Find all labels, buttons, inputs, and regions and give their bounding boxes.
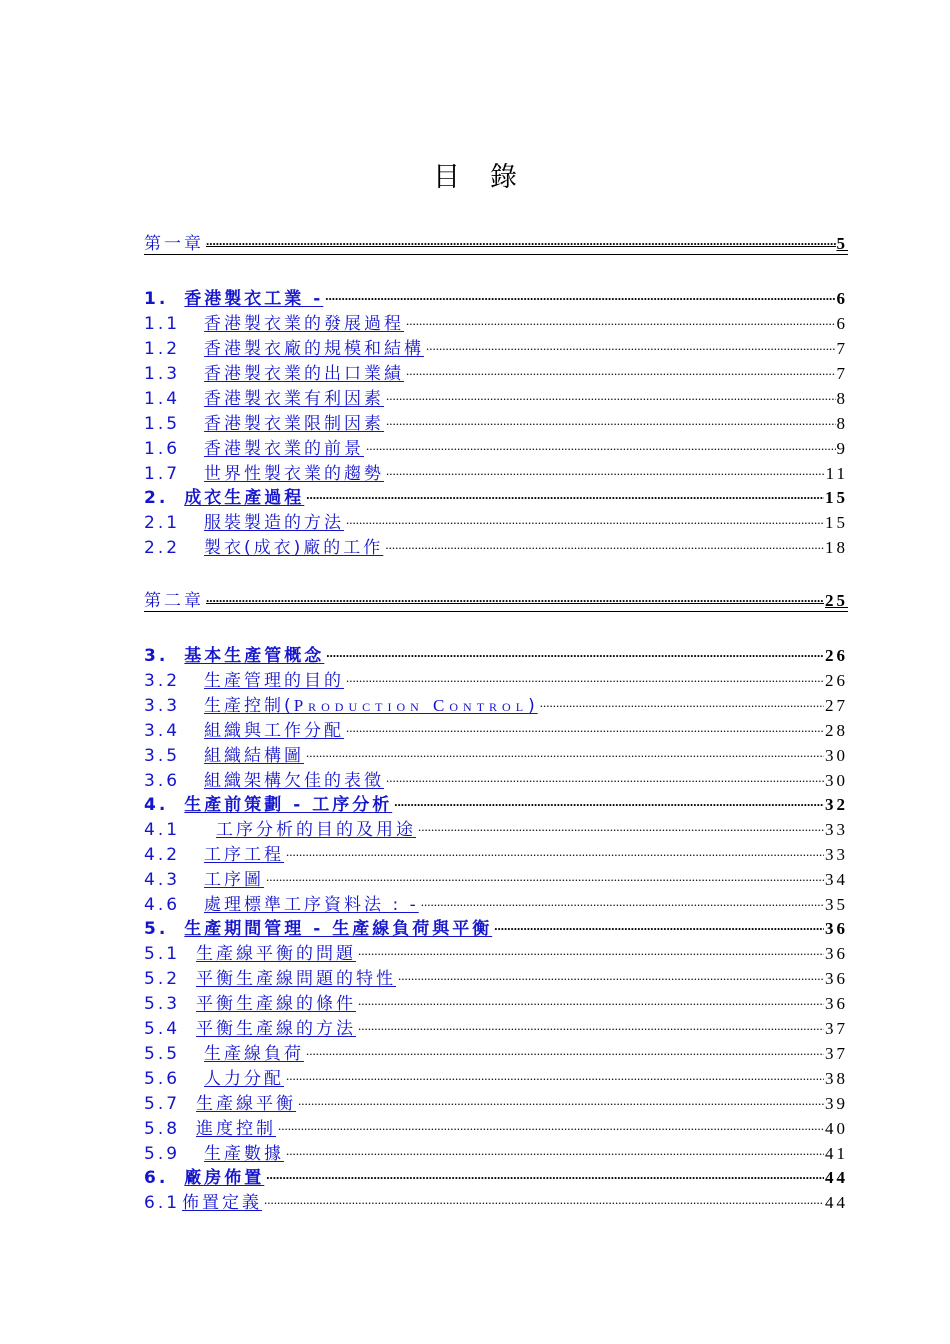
toc-entry-number: 1.7 — [144, 464, 181, 484]
toc-section-link[interactable] — [144, 486, 848, 508]
toc-dot-leader — [264, 1190, 824, 1210]
toc-entry-title — [144, 795, 392, 815]
toc-entry-title — [144, 513, 344, 533]
toc-entry-number: 5.2 — [144, 969, 181, 989]
toc-section-link[interactable] — [144, 287, 848, 309]
toc-page-number: 18 — [825, 538, 848, 557]
toc-entry-label: 香港製衣業的發展過程 — [204, 314, 405, 334]
toc-page-number: 6 — [836, 314, 848, 333]
toc-entry-label: 工序分析的目的及用途 — [216, 820, 417, 840]
toc-page-number: 9 — [836, 439, 848, 458]
toc-entry-number: 1.1 — [144, 314, 181, 334]
toc-entry-title — [144, 439, 364, 459]
toc-entry-label: 成衣生產過程 — [184, 488, 305, 508]
toc-dot-leader — [286, 1066, 824, 1086]
toc-dot-leader — [306, 485, 824, 505]
toc-entry-label: 香港製衣業限制因素 — [204, 414, 385, 434]
toc-page-number: 15 — [825, 488, 848, 507]
toc-page-number: 8 — [836, 414, 848, 433]
toc-subsection-link[interactable] — [144, 769, 848, 791]
toc-subsection-link[interactable] — [144, 462, 848, 484]
toc-page-number: 33 — [825, 845, 848, 864]
toc-entry-number: 4.1 — [144, 820, 181, 840]
toc-entry-title — [144, 314, 404, 334]
toc-entry-label: 香港製衣業有利因素 — [204, 389, 385, 409]
toc-dot-leader — [306, 743, 824, 763]
toc-entry-title — [144, 646, 324, 666]
toc-dot-leader — [206, 588, 824, 608]
toc-dot-leader — [286, 1141, 824, 1161]
toc-entry-label: 香港製衣工業 - — [184, 289, 324, 309]
toc-page-number: 37 — [825, 1044, 848, 1063]
toc-subsection-link[interactable] — [144, 437, 848, 459]
toc-page-number: 36 — [825, 969, 848, 988]
toc-page-number: 7 — [836, 339, 848, 358]
toc-entry-title — [144, 994, 356, 1014]
toc-page-number: 38 — [825, 1069, 848, 1088]
toc-entry-label: 製衣(成衣)廠的工作 — [204, 538, 384, 558]
toc-page-number: 28 — [825, 721, 848, 740]
toc-entry-number: 5.7 — [144, 1094, 181, 1114]
toc-dot-leader — [346, 668, 824, 688]
toc-page-number: 8 — [836, 389, 848, 408]
toc-entry-number: 3.3 — [144, 696, 181, 716]
toc-page-number: 11 — [825, 464, 848, 483]
toc-entry-label: 組織結構圖 — [204, 746, 305, 766]
toc-page-number: 27 — [825, 696, 848, 715]
toc-entry-title — [144, 820, 416, 840]
toc-dot-leader — [346, 718, 824, 738]
toc-subsection-link[interactable] — [144, 387, 848, 409]
toc-dot-leader — [325, 286, 835, 306]
toc-entry-number: 第一章 — [144, 234, 204, 254]
toc-entry-label: 平衡生產線問題的特性 — [196, 969, 397, 989]
toc-entry-title — [144, 464, 384, 484]
toc-entry-label: 生產前策劃 - 工序分析 — [184, 795, 393, 815]
toc-entry-number: 4.3 — [144, 870, 181, 890]
toc-page-number: 6 — [836, 289, 848, 308]
toc-dot-leader — [286, 842, 824, 862]
toc-dot-leader — [358, 1016, 824, 1036]
toc-page-number: 37 — [825, 1019, 848, 1038]
toc-subsection-link[interactable] — [144, 536, 848, 558]
toc-entry-title — [144, 1069, 284, 1089]
toc-dot-leader — [398, 966, 824, 986]
toc-page-number: 26 — [825, 671, 848, 690]
toc-section-link[interactable] — [144, 917, 848, 939]
toc-entry-label-english: Production Control — [293, 696, 529, 715]
toc-entry-number: 3.2 — [144, 671, 181, 691]
toc-entry-label: 工序圖 — [204, 870, 265, 890]
toc-dot-leader — [386, 386, 835, 406]
toc-entry-label: 生產數據 — [204, 1144, 285, 1164]
toc-entry-number: 第二章 — [144, 591, 204, 611]
toc-entry-label: 工序工程 — [204, 845, 285, 865]
toc-entry-title — [144, 591, 204, 611]
toc-entry-title — [144, 944, 356, 964]
toc-entry-title — [144, 364, 404, 384]
toc-entry-number: 5.1 — [144, 944, 181, 964]
toc-page-number: 15 — [825, 513, 848, 532]
toc-entry-number: 4. — [144, 795, 169, 815]
toc-entry-number: 5.9 — [144, 1144, 181, 1164]
toc-dot-leader — [306, 1041, 824, 1061]
toc-page-number: 5 — [836, 234, 848, 253]
toc-dot-leader — [406, 361, 835, 381]
toc-entry-title — [144, 339, 424, 359]
toc-page-number: 32 — [825, 795, 848, 814]
toc-entry-label: 組織與工作分配 — [204, 721, 345, 741]
toc-page-number: 41 — [825, 1144, 848, 1163]
toc-page-number: 33 — [825, 820, 848, 839]
toc-subsection-link[interactable] — [144, 843, 848, 865]
toc-entry-label: 廠房佈置 — [184, 1168, 265, 1188]
toc-dot-leader — [346, 510, 824, 530]
toc-page-number: 25 — [825, 591, 848, 610]
toc-entry-title — [144, 414, 384, 434]
toc-entry-title — [144, 538, 383, 558]
toc-entry-label: 平衡生產線的方法 — [196, 1019, 357, 1039]
toc-entry-title — [144, 771, 384, 791]
toc-dot-leader — [266, 1165, 824, 1185]
toc-page-number: 36 — [825, 994, 848, 1013]
toc-entry-label: 香港製衣廠的規模和結構 — [204, 339, 425, 359]
toc-dot-leader — [298, 1091, 824, 1111]
toc-page-number: 30 — [825, 771, 848, 790]
toc-entry-title — [144, 488, 304, 508]
toc-entry-number: 1.5 — [144, 414, 181, 434]
toc-subsection-link[interactable] — [144, 1042, 848, 1064]
toc-dot-leader — [386, 461, 825, 481]
toc-dot-leader — [366, 436, 835, 456]
toc-entry-label: 生產線平衡的問題 — [196, 944, 357, 964]
toc-dot-leader — [266, 867, 824, 887]
toc-entry-title — [144, 721, 344, 741]
toc-entry-number: 4.6 — [144, 895, 181, 915]
toc-dot-leader — [206, 231, 836, 251]
toc-page-number: 26 — [825, 646, 848, 665]
toc-subsection-link[interactable] — [144, 868, 848, 890]
toc-subsection-link[interactable] — [144, 1142, 848, 1164]
toc-entry-label: 生產管理的目的 — [204, 671, 345, 691]
toc-entry-label: 服裝製造的方法 — [204, 513, 345, 533]
toc-subsection-link[interactable] — [144, 818, 848, 840]
toc-subsection-link[interactable] — [144, 694, 848, 716]
toc-section-link[interactable] — [144, 644, 848, 666]
toc-entry-label: 人力分配 — [204, 1069, 285, 1089]
toc-page-number: 40 — [825, 1119, 848, 1138]
toc-entry-label: 基本生產管概念 — [184, 646, 325, 666]
toc-entry-label: 香港製衣業的前景 — [204, 439, 365, 459]
toc-subsection-link[interactable] — [144, 1117, 848, 1139]
toc-entry-number: 5.4 — [144, 1019, 181, 1039]
toc-dot-leader — [418, 817, 824, 837]
toc-entry-title — [144, 1094, 296, 1114]
toc-entry-number: 3. — [144, 646, 169, 666]
toc-subsection-link[interactable] — [144, 511, 848, 533]
toc-entry-title — [144, 1193, 262, 1213]
toc-dot-leader — [494, 916, 824, 936]
toc-entry-number: 2.2 — [144, 538, 181, 558]
toc-entry-label-end: ) — [528, 696, 538, 716]
toc-page-number: 35 — [825, 895, 848, 914]
toc-dot-leader — [406, 311, 835, 331]
toc-entry-title — [144, 969, 396, 989]
toc-entry-label: 組織架構欠佳的表徵 — [204, 771, 385, 791]
toc-entry-title — [144, 234, 204, 254]
toc-dot-leader — [326, 643, 824, 663]
toc-entry-title — [144, 845, 284, 865]
toc-dot-leader — [386, 411, 835, 431]
toc-entry-title — [144, 1168, 264, 1188]
toc-entry-number: 6. — [144, 1168, 169, 1188]
toc-dot-leader — [385, 535, 824, 555]
toc-entry-title — [144, 1019, 356, 1039]
toc-entry-label: 生產控制( — [204, 696, 294, 716]
toc-entry-number: 6.1 — [144, 1193, 181, 1213]
toc-dot-leader — [358, 941, 824, 961]
toc-subsection-link[interactable] — [144, 412, 848, 434]
toc-subsection-link[interactable] — [144, 1191, 848, 1213]
toc-entry-label: 進度控制 — [196, 1119, 277, 1139]
toc-dot-leader — [426, 336, 835, 356]
toc-entry-title — [144, 389, 384, 409]
toc-entry-label: 生產線負荷 — [204, 1044, 305, 1064]
toc-entry-title — [144, 1119, 276, 1139]
toc-section-link[interactable] — [144, 793, 848, 815]
toc-entry-label: 佈置定義 — [182, 1193, 263, 1213]
toc-entry-number: 5. — [144, 919, 169, 939]
toc-subsection-link[interactable] — [144, 669, 848, 691]
toc-entry-title — [144, 671, 344, 691]
toc-page-number: 30 — [825, 746, 848, 765]
toc-page-number: 39 — [825, 1094, 848, 1113]
toc-subsection-link[interactable] — [144, 337, 848, 359]
toc-subsection-link[interactable] — [144, 362, 848, 384]
toc-entry-label: 生產線平衡 — [196, 1094, 297, 1114]
toc-entry-number: 1. — [144, 289, 169, 309]
toc-dot-leader — [540, 693, 824, 713]
toc-subsection-link[interactable] — [144, 312, 848, 334]
toc-entry-title — [144, 746, 304, 766]
toc-subsection-link[interactable] — [144, 992, 848, 1014]
toc-dot-leader — [386, 768, 824, 788]
toc-page-number: 7 — [836, 364, 848, 383]
toc-chapter-link[interactable] — [144, 232, 848, 255]
toc-subsection-link[interactable] — [144, 719, 848, 741]
toc-entry-number: 1.4 — [144, 389, 181, 409]
toc-subsection-link[interactable] — [144, 744, 848, 766]
toc-entry-number: 5.6 — [144, 1069, 181, 1089]
toc-page-number: 34 — [825, 870, 848, 889]
toc-entry-number: 3.6 — [144, 771, 181, 791]
toc-entry-number: 1.6 — [144, 439, 181, 459]
toc-entry-title — [144, 919, 492, 939]
toc-page-number: 36 — [825, 944, 848, 963]
toc-entry-title — [144, 870, 264, 890]
toc-entry-title — [144, 1044, 304, 1064]
toc-entry-number: 1.2 — [144, 339, 181, 359]
toc-entry-number: 5.8 — [144, 1119, 181, 1139]
toc-page-number: 36 — [825, 919, 848, 938]
toc-subsection-link[interactable] — [144, 942, 848, 964]
toc-entry-number: 4.2 — [144, 845, 181, 865]
toc-entry-title — [144, 1144, 284, 1164]
toc-entry-number: 5.3 — [144, 994, 181, 1014]
toc-entry-number: 1.3 — [144, 364, 181, 384]
toc-subsection-link[interactable] — [144, 1092, 848, 1114]
toc-subsection-link[interactable] — [144, 893, 848, 915]
toc-entry-label: 香港製衣業的出口業績 — [204, 364, 405, 384]
toc-entry-label: 生產期間管理 - 生產線負荷與平衡 — [184, 919, 493, 939]
toc-entry-label: 世界性製衣業的趨勢 — [204, 464, 385, 484]
toc-entry-label: 平衡生產線的條件 — [196, 994, 357, 1014]
toc-entry-title — [144, 696, 538, 716]
toc-entry-title — [144, 895, 419, 915]
toc-dot-leader — [394, 792, 824, 812]
toc-entry-number: 3.5 — [144, 746, 181, 766]
toc-entry-number: 5.5 — [144, 1044, 181, 1064]
page-title: 目錄 — [433, 162, 547, 193]
toc-page-number: 44 — [825, 1193, 848, 1212]
toc-dot-leader — [421, 892, 824, 912]
toc-subsection-link[interactable] — [144, 1067, 848, 1089]
toc-dot-leader — [358, 991, 824, 1011]
toc-entry-number: 2. — [144, 488, 169, 508]
toc-chapter-link[interactable] — [144, 589, 848, 612]
toc-subsection-link[interactable] — [144, 967, 848, 989]
toc-dot-leader — [278, 1116, 824, 1136]
toc-entry-label: 處理標準工序資料法 : - — [204, 895, 419, 915]
toc-section-link[interactable] — [144, 1166, 848, 1188]
toc-entry-number: 3.4 — [144, 721, 181, 741]
toc-page-number: 44 — [825, 1168, 848, 1187]
toc-entry-title — [144, 289, 323, 309]
toc-subsection-link[interactable] — [144, 1017, 848, 1039]
toc-entry-number: 2.1 — [144, 513, 181, 533]
